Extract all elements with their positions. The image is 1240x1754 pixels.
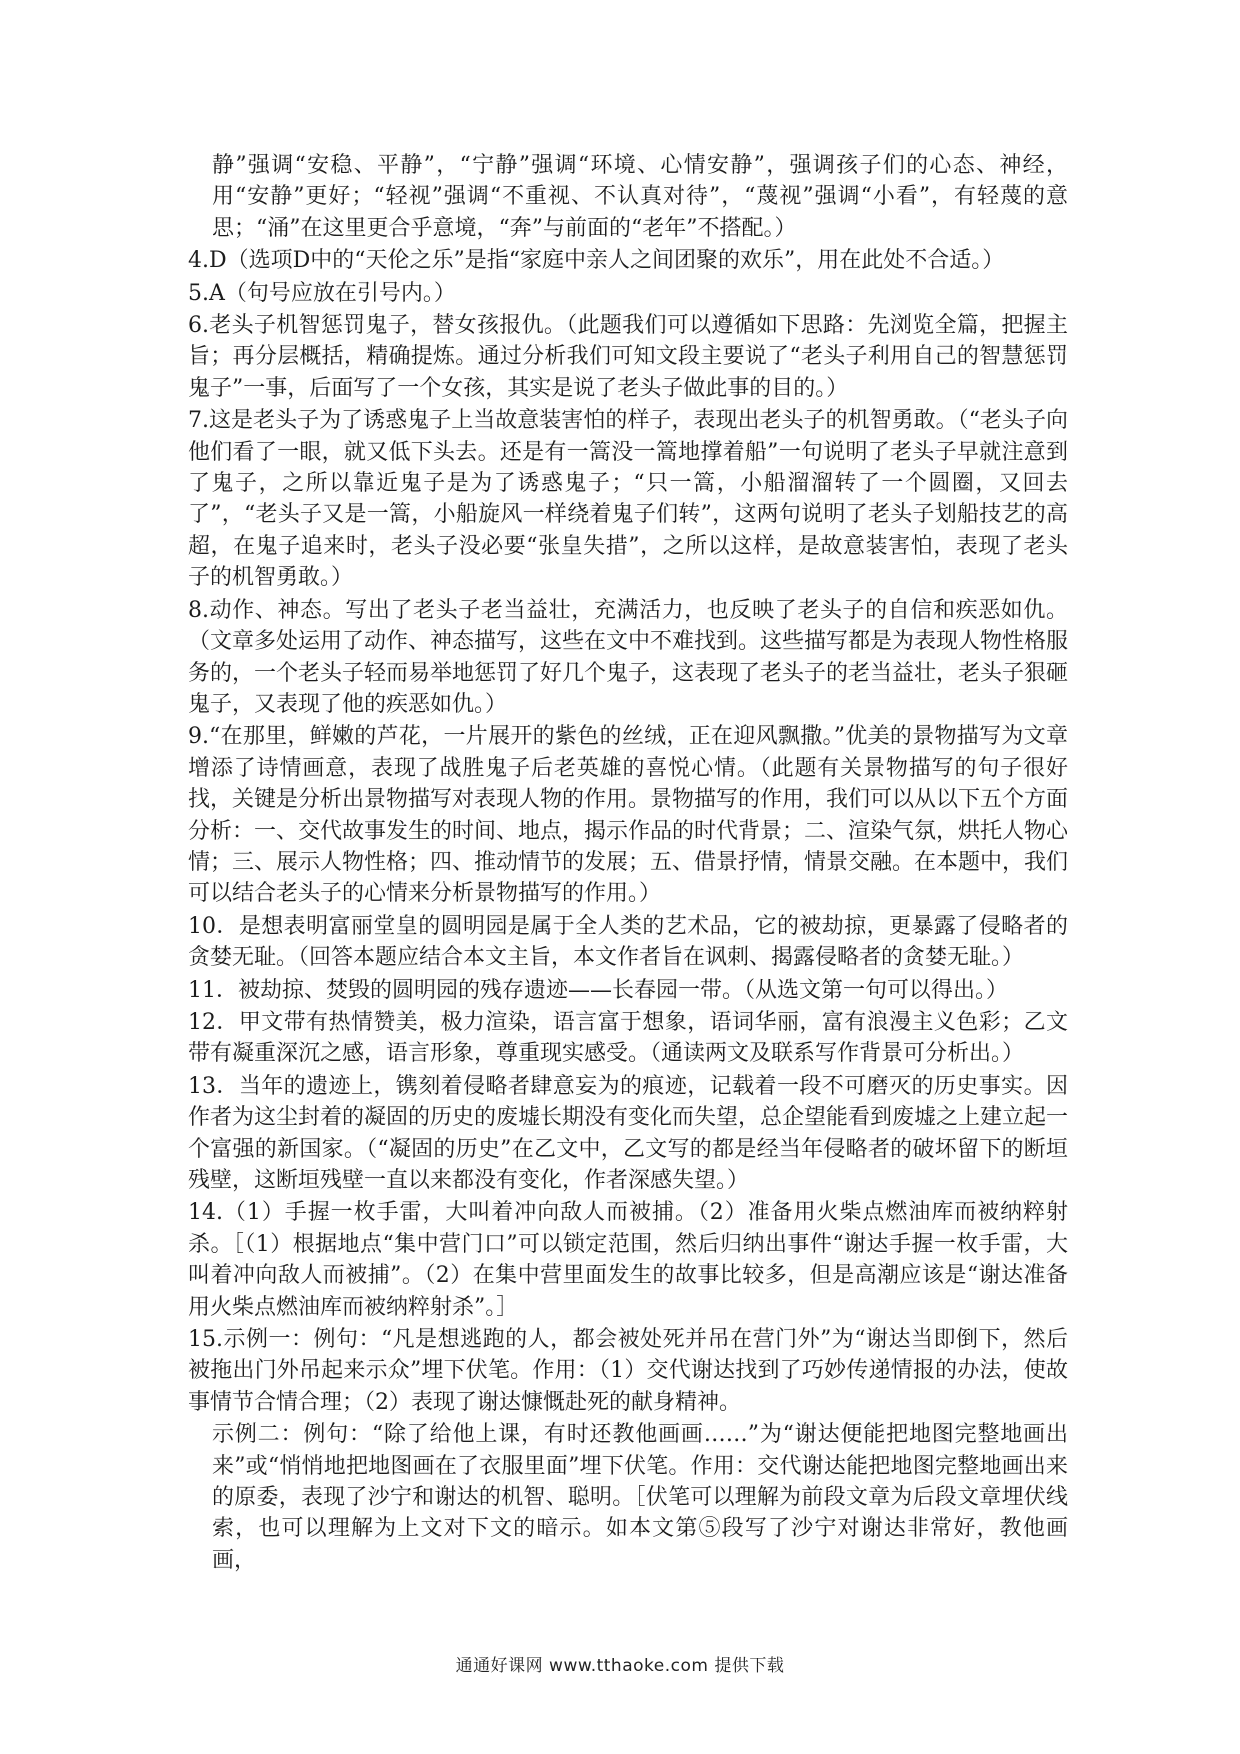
answer-item-15-example-2: 示例二：例句：“除了给他上课，有时还教他画画……”为“谢达便能把地图完整地画出来”或“悄悄地把地图画在了衣服里面”埋下伏笔。作用：交代谢达能把地图完整地画出来的原委，表现了沙宁和谢达的机智、聪明。［伏笔可以理解为前段文章为后段文章埋伏线索，也可以理解为上文对下文的暗示。如本文第⑤段写了沙宁对谢达非常好，教他画画， — [212, 1422, 1068, 1573]
answer-item-13: 13．当年的遗迹上，镌刻着侵略者肆意妄为的痕迹，记载着一段不可磨灭的历史事实。因作者为这尘封着的凝固的历史的废墟长期没有变化而失望，总企望能看到废墟之上建立起一个富强的新国家。（“凝固的历史”在乙文中，乙文写的都是经当年侵略者的破坏留下的断垣残壁，这断垣残壁一直以来都没有变化，作者深感失望。） — [188, 1073, 1069, 1193]
answer-item-9: 9.“在那里，鲜嫩的芦花，一片展开的紫色的丝绒，正在迎风飘撒。”优美的景物描写为文章增添了诗情画意，表现了战胜鬼子后老英雄的喜悦心情。（此题有关景物描写的句子很好找，关键是分析出景物描写对表现人物的作用。景物描写的作用，我们可以从以下五个方面分析：一、交代故事发生的时间、地点，揭示作品的时代背景；二、渲染气氛，烘托人物心情；三、展示人物性格；四、推动情节的发展；五、借景抒情，情景交融。在本题中，我们可以结合老头子的心情来分析景物描写的作用。） — [188, 724, 1069, 907]
answer-item-5: 5.A（句号应放在引号内。） — [188, 280, 456, 306]
answer-item-11: 11．被劫掠、焚毁的圆明园的残存遗迹——长春园一带。（从选文第一句可以得出。） — [188, 977, 1008, 1003]
answer-body — [188, 150, 1068, 1577]
answer-item-7: 7.这是老头子为了诱惑鬼子上当故意装害怕的样子，表现出老头子的机智勇敢。（“老头子向他们看了一眼，就又低下头去。还是有一篙没一篙地撑着船”一句说明了老头子早就注意到了鬼子，之所以靠近鬼子是为了诱惑鬼子；“只一篙，小船溜溜转了一个圆圈，又回去了”，“老头子又是一篙，小船旋风一样绕着鬼子们转”，这两句说明了老头子划船技艺的高超，在鬼子追来时，老头子没必要“张皇失措”，之所以这样，是故意装害怕，表现了老头子的机智勇敢。） — [188, 408, 1068, 591]
answer-item-15-example-1: 15.示例一：例句：“凡是想逃跑的人，都会被处死并吊在营门外”为“谢达当即倒下，然后被拖出门外吊起来示众”埋下伏笔。作用：（1）交代谢达找到了巧妙传递情报的办法，使故事情节合情合理；（2）表现了谢达慷慨赴死的献身精神。 — [188, 1327, 1068, 1415]
answer-item-6: 6.老头子机智惩罚鬼子，替女孩报仇。（此题我们可以遵循如下思路：先浏览全篇，把握主旨；再分层概括，精确提炼。通过分析我们可知文段主要说了“老头子利用自己的智慧惩罚鬼子”一事，后面写了一个女孩，其实是说了老头子做此事的目的。） — [188, 313, 1068, 401]
answer-item-10: 10．是想表明富丽堂皇的圆明园是属于全人类的艺术品，它的被劫掠，更暴露了侵略者的贪婪无耻。（回答本题应结合本文主旨，本文作者旨在讽刺、揭露侵略者的贪婪无耻。） — [188, 913, 1068, 971]
answer-item-12: 12．甲文带有热情赞美，极力渲染，语言富于想象，语词华丽，富有浪漫主义色彩；乙文带有凝重深沉之感，语言形象，尊重现实感受。（通读两文及联系写作背景可分析出。） — [188, 1009, 1068, 1067]
answer-item-14: 14.（1）手握一枚手雷，大叫着冲向敌人而被捕。（2）准备用火柴点燃油库而被纳粹射杀。［（1）根据地点“集中营门口”可以锁定范围，然后归纳出事件“谢达手握一枚手雷，大叫着冲向敌人而被捕”。（2）在集中营里面发生的故事比较多，但是高潮应该是“谢达准备用火柴点燃油库而被纳粹射杀”。］ — [188, 1200, 1068, 1320]
page-footer: 通通好课网 www.tthaoke.com 提供下载 — [455, 1656, 785, 1676]
answer-item-8: 8.动作、神态。写出了老头子老当益壮，充满活力，也反映了老头子的自信和疾恶如仇。（文章多处运用了动作、神态描写，这些在文中不难找到。这些描写都是为表现人物性格服务的，一个老头子轻而易举地惩罚了好几个鬼子，这表现了老头子的老当益壮，老头子狠砸鬼子，又表现了他的疾恶如仇。） — [188, 597, 1069, 717]
answer-item-4: 4.D（选项D中的“天伦之乐”是指“家庭中亲人之间团聚的欢乐”，用在此处不合适。） — [188, 248, 1005, 274]
paragraph-continuation: 静”强调“安稳、平静”，“宁静”强调“环境、心情安静”，强调孩子们的心态、神经，用“安静”更好；“轻视”强调“不重视、不认真对待”，“蔑视”强调“小看”，有轻蔑的意思；“涌”在这里更合乎意境，“奔”与前面的“老年”不搭配。） — [212, 153, 1068, 241]
